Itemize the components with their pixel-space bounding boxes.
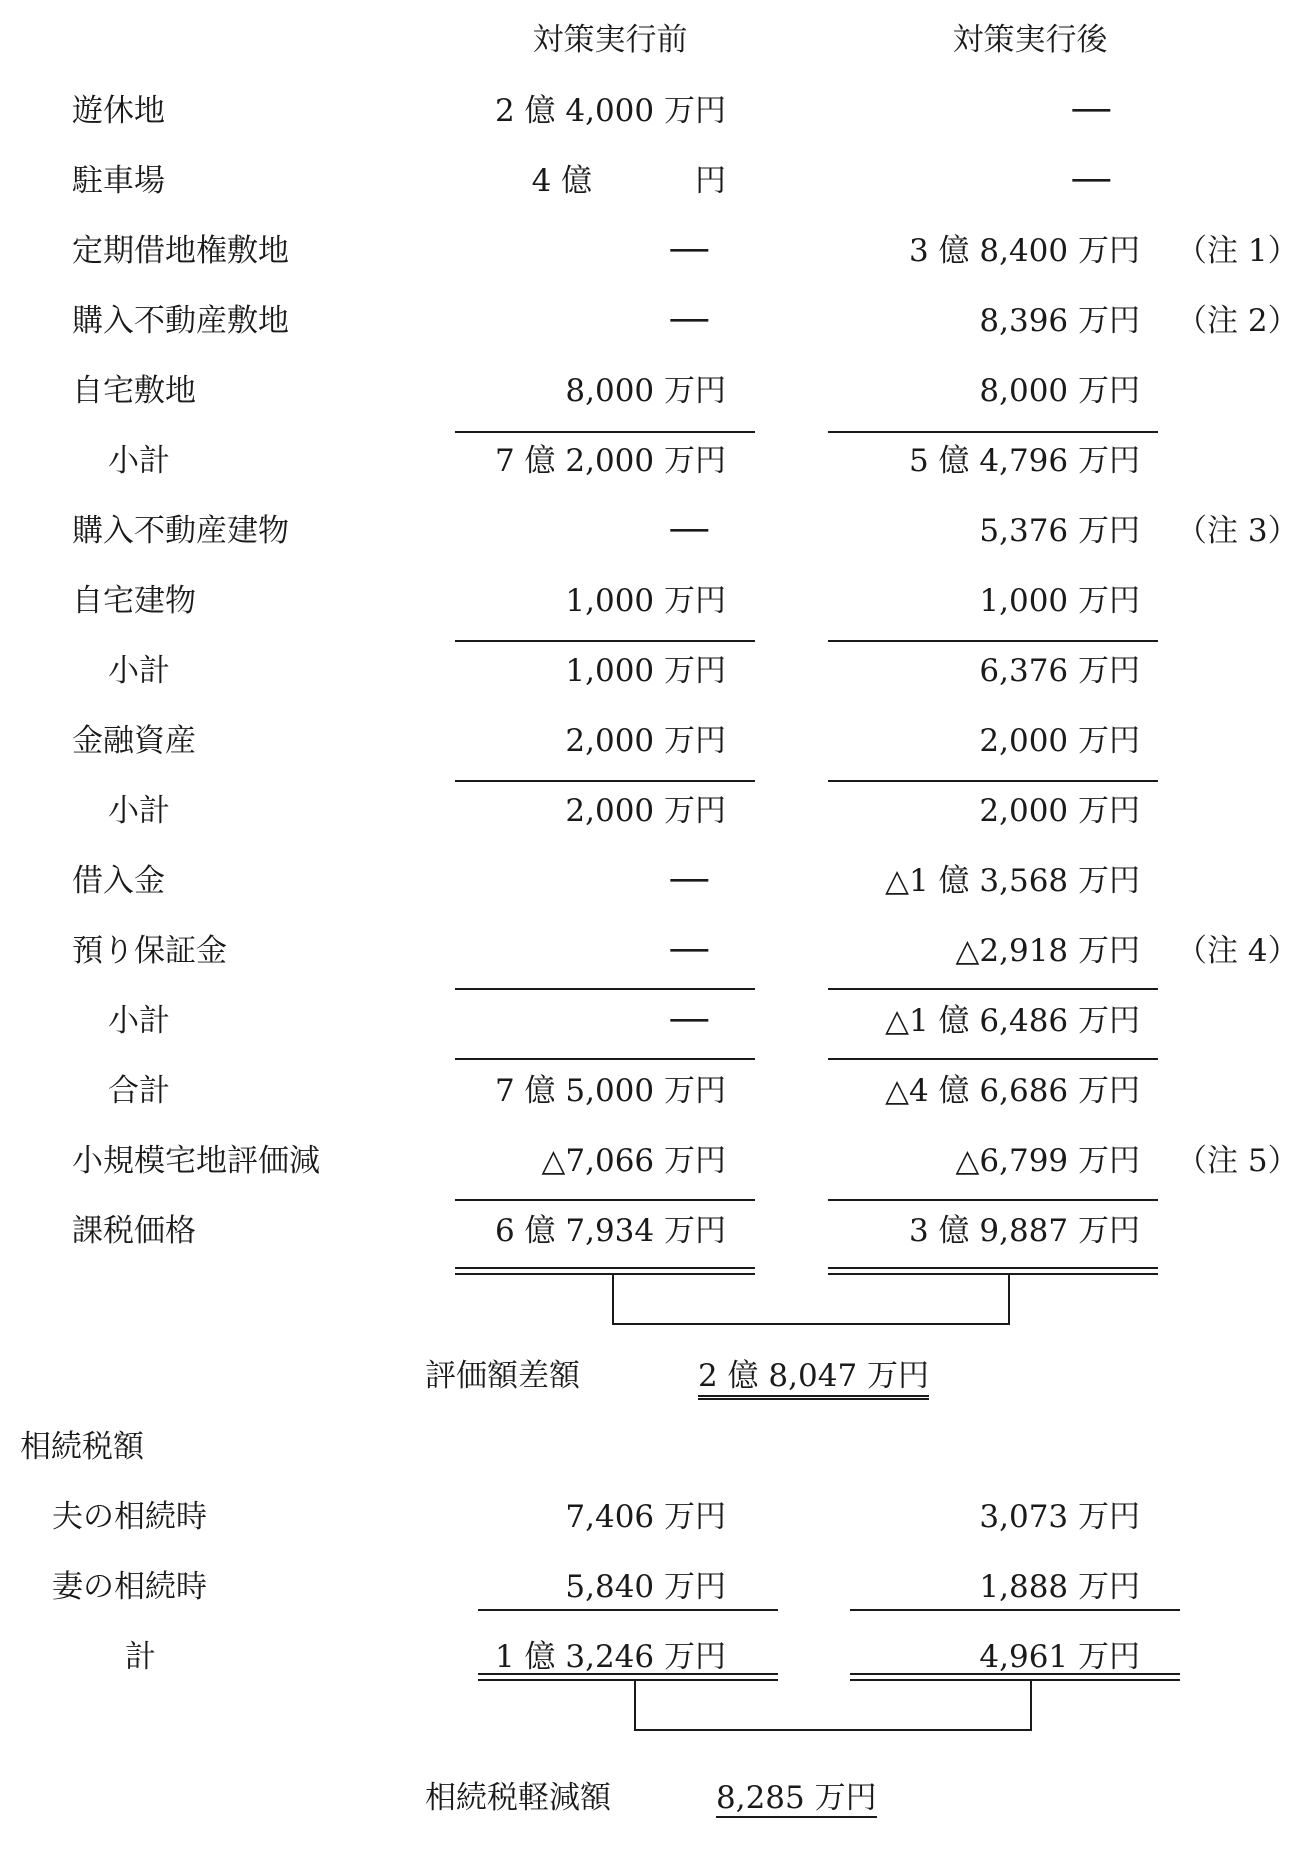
row-before: 7 億 5,000 万円 bbox=[494, 1073, 726, 1109]
row-label: 小規模宅地評価減 bbox=[72, 1143, 320, 1179]
row-label: 課税価格 bbox=[72, 1213, 196, 1249]
row-before: ── bbox=[670, 303, 708, 339]
subtotal-line bbox=[455, 640, 755, 642]
tax-row-after: 1,888 万円 bbox=[979, 1569, 1140, 1605]
row-label: 小計 bbox=[108, 1003, 170, 1039]
row-before: △7,066 万円 bbox=[541, 1143, 726, 1179]
tax-subtotal-line bbox=[850, 1609, 1180, 1611]
row-after: ── bbox=[1072, 93, 1110, 129]
tax-row-label: 計 bbox=[125, 1639, 156, 1675]
row-label: 小計 bbox=[108, 793, 170, 829]
row-note: （注 3） bbox=[1176, 513, 1299, 549]
row-after: ── bbox=[1072, 163, 1110, 199]
subtotal-line bbox=[828, 431, 1158, 433]
tax-subtotal-line bbox=[478, 1609, 778, 1611]
valuation-diff-label: 評価額差額 bbox=[425, 1358, 580, 1394]
row-before: 2,000 万円 bbox=[565, 723, 726, 759]
row-label: 金融資産 bbox=[72, 723, 196, 759]
row-label: 小計 bbox=[108, 443, 170, 479]
row-after: 2,000 万円 bbox=[979, 793, 1140, 829]
tax-comparison-bracket bbox=[634, 1679, 1032, 1731]
row-after: 5 億 4,796 万円 bbox=[908, 443, 1140, 479]
subtotal-line bbox=[828, 1199, 1158, 1201]
subtotal-line bbox=[828, 640, 1158, 642]
tax-row-label: 妻の相続時 bbox=[52, 1569, 207, 1605]
subtotal-line bbox=[455, 1199, 755, 1201]
row-after: 2,000 万円 bbox=[979, 723, 1140, 759]
row-after: △1 億 6,486 万円 bbox=[885, 1003, 1140, 1039]
row-before: 2 億 4,000 万円 bbox=[494, 93, 726, 129]
row-before: 6 億 7,934 万円 bbox=[494, 1213, 726, 1249]
row-before: 1,000 万円 bbox=[565, 653, 726, 689]
row-before: ── bbox=[670, 863, 708, 899]
subtotal-line bbox=[455, 780, 755, 782]
row-after: △4 億 6,686 万円 bbox=[885, 1073, 1140, 1109]
tax-reduction-label: 相続税軽減額 bbox=[425, 1780, 611, 1816]
row-label: 駐車場 bbox=[72, 163, 165, 199]
tax-row-after: 3,073 万円 bbox=[979, 1499, 1140, 1535]
row-label: 購入不動産敷地 bbox=[72, 303, 289, 339]
row-after: 3 億 9,887 万円 bbox=[908, 1213, 1140, 1249]
tax-row-before: 1 億 3,246 万円 bbox=[494, 1639, 726, 1675]
subtotal-line bbox=[455, 431, 755, 433]
row-label: 遊休地 bbox=[72, 93, 165, 129]
subtotal-line bbox=[455, 988, 755, 990]
row-after: △6,799 万円 bbox=[955, 1143, 1140, 1179]
row-label: 自宅敷地 bbox=[72, 373, 196, 409]
row-label: 購入不動産建物 bbox=[72, 513, 289, 549]
tax-reduction-amount: 8,285 万円 bbox=[716, 1780, 877, 1816]
row-before: 1,000 万円 bbox=[565, 583, 726, 619]
header-before: 対策実行前 bbox=[532, 22, 688, 58]
row-after: △2,918 万円 bbox=[955, 933, 1140, 969]
inheritance-tax-title: 相続税額 bbox=[20, 1429, 144, 1465]
row-note: （注 2） bbox=[1176, 303, 1299, 339]
row-note: （注 4） bbox=[1176, 933, 1299, 969]
row-after: 6,376 万円 bbox=[979, 653, 1140, 689]
row-before: 7 億 2,000 万円 bbox=[494, 443, 726, 479]
tax-row-before: 7,406 万円 bbox=[565, 1499, 726, 1535]
valuation-diff-amount: 2 億 8,047 万円 bbox=[698, 1358, 929, 1400]
row-label: 自宅建物 bbox=[72, 583, 196, 619]
row-label: 小計 bbox=[108, 653, 170, 689]
row-before: ── bbox=[670, 513, 708, 549]
row-before: ── bbox=[670, 1003, 708, 1039]
comparison-bracket bbox=[612, 1273, 1010, 1325]
row-before: 2,000 万円 bbox=[565, 793, 726, 829]
row-label: 合計 bbox=[108, 1073, 170, 1109]
subtotal-line bbox=[828, 1058, 1158, 1060]
row-before: ── bbox=[670, 933, 708, 969]
row-label: 預り保証金 bbox=[72, 933, 227, 969]
row-note: （注 1） bbox=[1176, 233, 1299, 269]
row-after: 8,396 万円 bbox=[979, 303, 1140, 339]
row-before: 8,000 万円 bbox=[565, 373, 726, 409]
subtotal-line bbox=[828, 780, 1158, 782]
row-label: 定期借地権敷地 bbox=[72, 233, 289, 269]
tax-row-before: 5,840 万円 bbox=[565, 1569, 726, 1605]
tax-row-label: 夫の相続時 bbox=[52, 1499, 207, 1535]
row-before: 4 億 円 bbox=[531, 163, 726, 199]
header-after: 対策実行後 bbox=[952, 22, 1108, 58]
row-after: 3 億 8,400 万円 bbox=[908, 233, 1140, 269]
tax-row-after: 4,961 万円 bbox=[979, 1639, 1140, 1675]
row-after: 5,376 万円 bbox=[979, 513, 1140, 549]
row-after: 1,000 万円 bbox=[979, 583, 1140, 619]
valuation-diff-value bbox=[698, 1356, 929, 1396]
tax-reduction-value bbox=[716, 1778, 877, 1818]
row-before: ── bbox=[670, 233, 708, 269]
row-label: 借入金 bbox=[72, 863, 165, 899]
row-after: △1 億 3,568 万円 bbox=[885, 863, 1140, 899]
row-note: （注 5） bbox=[1176, 1143, 1299, 1179]
row-after: 8,000 万円 bbox=[979, 373, 1140, 409]
subtotal-line bbox=[828, 988, 1158, 990]
subtotal-line bbox=[455, 1058, 755, 1060]
